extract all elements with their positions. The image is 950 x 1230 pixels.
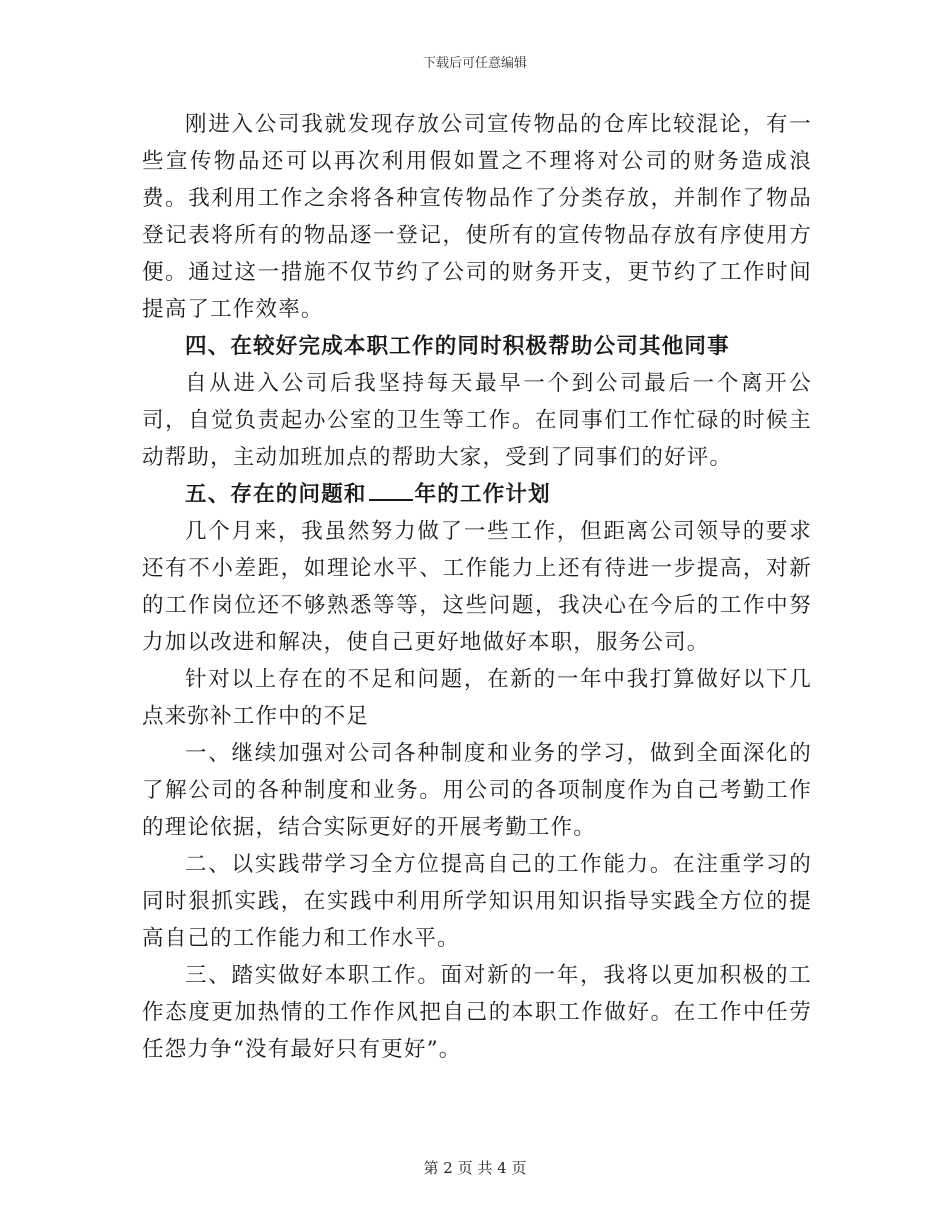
paragraph-plan-item-3: 三、踏实做好本职工作。面对新的一年，我将以更加积极的工作态度更加热情的工作作风把自己的本职工作做好。在工作中任劳任怨力争“没有最好只有更好”。 bbox=[142, 963, 812, 1062]
section-heading-4: 四、在较好完成本职工作的同时积极帮助公司其他同事 bbox=[185, 334, 730, 359]
fill-in-blank-underline bbox=[369, 479, 413, 501]
section-heading-5-prefix: 五、存在的问题和 bbox=[185, 482, 367, 507]
paragraph-warehouse: 刚进入公司我就发现存放公司宣传物品的仓库比较混论，有一些宣传物品还可以再次利用假如置之不理将对公司的财务造成浪费。我利用工作之余将各种宣传物品作了分类存放，并制作了物品登记表将所有的物品逐一登记，使所有的宣传物品存放有序使用方便。通过这一措施不仅节约了公司的财务开支，更节约了工作时间提高了工作效率。 bbox=[142, 112, 812, 322]
paragraph-helping-colleagues: 自从进入公司后我坚持每天最早一个到公司最后一个离开公司，自觉负责起办公室的卫生等工作。在同事们工作忙碌的时候主动帮助，主动加班加点的帮助大家，受到了同事们的好评。 bbox=[142, 371, 812, 470]
paragraph-plan-item-1: 一、继续加强对公司各种制度和业务的学习，做到全面深化的了解公司的各种制度和业务。用公司的各项制度作为自己考勤工作的理论依据，结合实际更好的开展考勤工作。 bbox=[142, 741, 812, 840]
section-heading-5-suffix: 年的工作计划 bbox=[414, 482, 551, 507]
section-heading-5 bbox=[142, 476, 812, 513]
paragraph-plan-intro: 针对以上存在的不足和问题，在新的一年中我打算做好以下几点来弥补工作中的不足 bbox=[142, 667, 812, 729]
document-body bbox=[142, 106, 812, 1068]
paragraph-shortcomings: 几个月来，我虽然努力做了一些工作，但距离公司领导的要求还有不小差距，如理论水平、工作能力上还有待进一步提高，对新的工作岗位还不够熟悉等等，这些问题，我决心在今后的工作中努力加以改进和解决，使自己更好地做好本职，服务公司。 bbox=[142, 519, 812, 655]
page-footer-page-number: 第 2 页 共 4 页 bbox=[423, 1159, 527, 1177]
page-header: 下载后可任意编辑 bbox=[422, 56, 527, 71]
paragraph-plan-item-2: 二、以实践带学习全方位提高自己的工作能力。在注重学习的同时狠抓实践，在实践中利用所学知识用知识指导实践全方位的提高自己的工作能力和工作水平。 bbox=[142, 852, 812, 951]
